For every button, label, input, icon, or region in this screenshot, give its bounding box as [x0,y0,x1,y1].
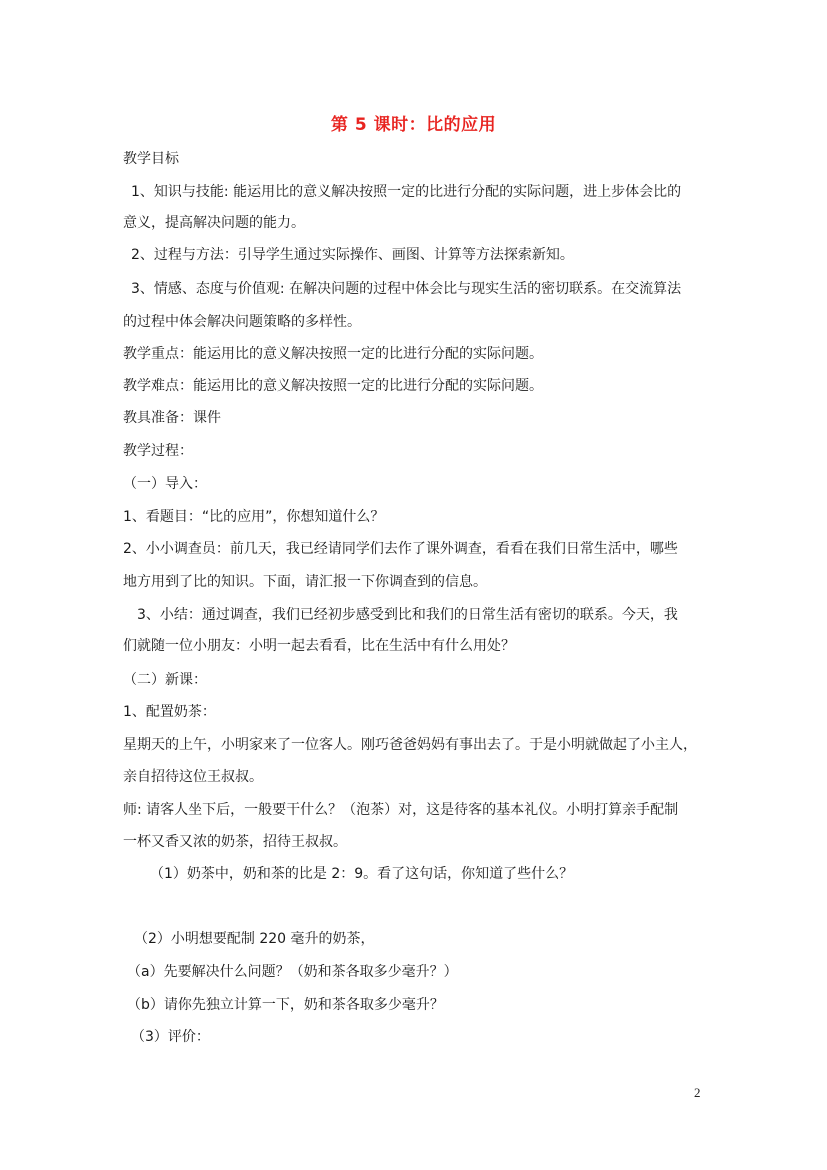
text-line: 星期天的上午，小明家来了一位客人。刚巧爸爸妈妈有事出去了。于是小明就做起了小主人， [123,737,697,753]
text-line: 师: 请客人坐下后，一般要干什么？（泡茶）对，这是待客的基本礼仪。小明打算亲手配制 [123,802,679,818]
text-line: 教具准备：课件 [123,410,221,426]
text-line: （1）奶茶中，奶和茶的比是 2：9。看了这句话，你知道了些什么？ [150,866,574,882]
text-line: （2）小明想要配制 220 毫升的奶茶， [134,931,375,947]
text-line: （3）评价： [131,1029,210,1045]
text-line: 们就随一位小朋友：小明一起去看看，比在生活中有什么用处？ [123,638,515,654]
text-line: 3、情感、态度与价值观: 在解决问题的过程中体会比与现实生活的密切联系。在交流算法 [131,281,682,297]
text-line: 1、配置奶茶： [123,704,216,720]
text-line: 1、知识与技能: 能运用比的意义解决按照一定的比进行分配的实际问题，进上步体会比的 [131,184,682,200]
text-line: 地方用到了比的知识。下面，请汇报一下你调查到的信息。 [123,574,487,590]
text-line: （b）请你先独立计算一下，奶和茶各取多少毫升？ [127,997,444,1013]
text-line: 教学过程： [123,443,193,459]
text-line: 2、小小调查员：前几天，我已经请同学们去作了课外调查，看看在我们日常生活中，哪些 [123,541,678,557]
text-line: 3、小结：通过调查，我们已经初步感受到比和我们的日常生活有密切的联系。今天，我 [137,607,678,623]
text-line: 教学目标 [123,151,179,167]
text-line: 1、看题目：“比的应用”，你想知道什么？ [123,509,385,525]
text-line: （二）新课： [123,672,207,688]
text-line: 的过程中体会解决问题策略的多样性。 [123,314,361,330]
page-number: 2 [694,1085,701,1100]
text-line: 意义，提高解决问题的能力。 [123,215,305,231]
text-line: （一）导入： [123,476,207,492]
text-line: 教学难点：能运用比的意义解决按照一定的比进行分配的实际问题。 [123,378,543,394]
text-line: 一杯又香又浓的奶茶，招待王叔叔。 [123,834,347,850]
lesson-title: 第 5 课时：比的应用 [330,115,497,135]
text-line: 亲自招待这位王叔叔。 [123,769,263,785]
text-line: （a）先要解决什么问题？（奶和茶各取多少毫升？） [127,964,458,980]
text-line: 教学重点：能运用比的意义解决按照一定的比进行分配的实际问题。 [123,346,543,362]
text-line: 2、过程与方法：引导学生通过实际操作、画图、计算等方法探索新知。 [131,247,574,263]
